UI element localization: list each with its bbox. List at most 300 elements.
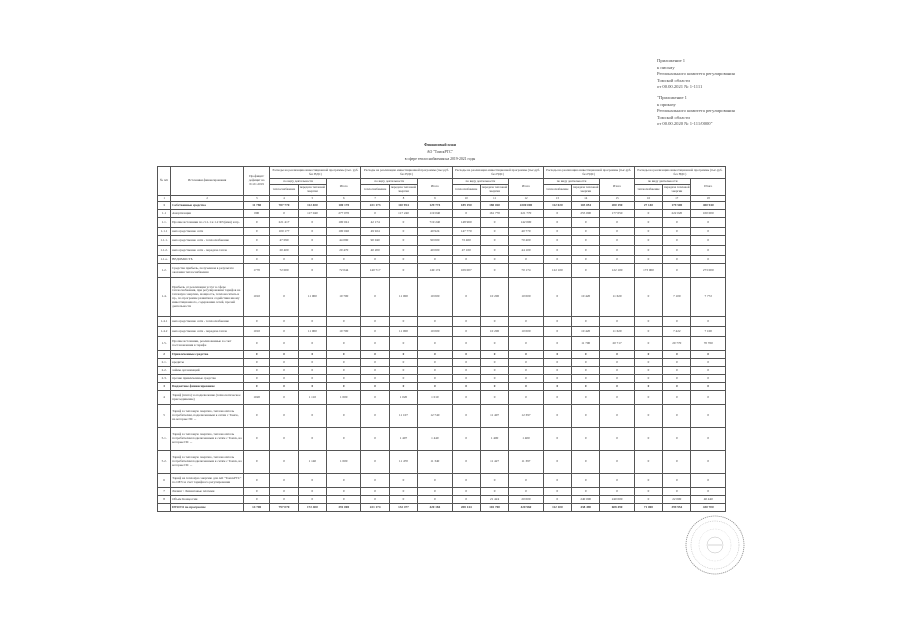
value-cell: 0 — [634, 351, 662, 359]
value-cell: 0 — [452, 375, 480, 383]
value-cell: 0 — [600, 474, 634, 488]
value-cell: 11 000 — [389, 278, 417, 317]
row-source-name: Тариф за тепловую энергию, теплоноситель потребителям подключенным к сетям с Томск, на которые ПС ... — [171, 451, 244, 474]
value-cell: 142 000 — [509, 218, 543, 228]
value-cell: 0 — [600, 359, 634, 367]
value-cell: 0 — [634, 210, 662, 218]
value-cell: 0 — [691, 391, 726, 405]
value-cell: 0 — [543, 367, 571, 375]
value-cell: 420 960 — [509, 504, 543, 512]
total-header: Итого — [509, 179, 543, 196]
row-number: 6 — [158, 474, 171, 488]
column-number: 4 — [270, 196, 298, 202]
annex-line: Приложение 1 — [657, 58, 686, 63]
value-cell: 0 — [327, 405, 361, 428]
value-cell: 719 240 — [418, 218, 452, 228]
value-cell: 0 — [361, 375, 389, 383]
value-cell: 90 000 — [418, 236, 452, 246]
value-cell: 391 000 — [327, 504, 361, 512]
value-cell: 0 — [270, 256, 298, 264]
row-source-name: ИТОГО по программе — [171, 504, 244, 512]
row-source-name: Тариф за тепловую энергию, теплоноситель потребителям, подключенным к сетям с Томск, на которые ПС ... — [171, 405, 244, 428]
value-cell: 0 — [480, 383, 508, 391]
table-row — [158, 202, 726, 210]
value-cell: 0 — [543, 391, 571, 405]
value-cell: 0 — [600, 218, 634, 228]
annex-line: "Приложение 1 — [657, 94, 687, 100]
value-cell: 1 407 — [389, 428, 417, 451]
value-cell: 0 — [270, 428, 298, 451]
value-cell: 0 — [418, 351, 452, 359]
heat-header: теплоснабжение — [361, 185, 389, 196]
value-cell: 0 — [634, 391, 662, 405]
value-cell: 0 — [480, 256, 508, 264]
value-cell: 0 — [509, 337, 543, 351]
row-source-name: Прибыль от реализации услуг в сфере теплоснабжения, при регулировании тарифов на тепловую энергию, мощность, теплоноситель и пр., по программе развития и содействия иному инвестиционного, содержания сетей, прочей деятельности — [171, 278, 244, 317]
value-cell: 0 — [572, 236, 600, 246]
value-cell: 0 — [543, 451, 571, 474]
value-cell: 0 — [509, 474, 543, 488]
value-cell: 0 — [244, 428, 270, 451]
value-cell: 0 — [418, 256, 452, 264]
value-cell: 0 — [634, 375, 662, 383]
value-cell: 0 — [452, 383, 480, 391]
value-cell: 0 — [663, 474, 691, 488]
value-cell: 0 — [480, 351, 508, 359]
value-cell: 0 — [634, 337, 662, 351]
value-cell: 0 — [270, 383, 298, 391]
value-cell: 0 — [452, 359, 480, 367]
value-cell: 0 — [389, 337, 417, 351]
row-source-name: непосредственно сети — [171, 228, 244, 236]
value-cell: 0 — [298, 367, 326, 375]
value-cell: 72 000 — [270, 264, 298, 278]
value-cell: 0 — [600, 428, 634, 451]
row-number: 1.1.a. — [158, 256, 171, 264]
row-number: 2 — [158, 351, 171, 359]
value-cell: 0 — [600, 488, 634, 496]
value-cell: 110 954 — [389, 202, 417, 210]
value-cell: 221 770 — [509, 210, 543, 218]
value-cell: 0 — [418, 317, 452, 327]
value-cell: 0 — [389, 474, 417, 488]
value-cell: 21 424 — [480, 496, 508, 504]
row-number: 1 — [158, 202, 171, 210]
value-cell: 0 — [361, 451, 389, 474]
value-cell: 0 — [244, 451, 270, 474]
value-cell: 0 — [572, 428, 600, 451]
value-cell: 0 — [270, 367, 298, 375]
table-row — [158, 218, 726, 228]
value-cell: 119 040 — [418, 210, 452, 218]
value-cell: 400 940 — [691, 202, 726, 210]
value-cell: 0 — [600, 236, 634, 246]
value-cell: 0 — [691, 359, 726, 367]
value-cell: 0 — [452, 337, 480, 351]
row-source-name: непосредственно сети - передача тепла — [171, 246, 244, 256]
year-group-header: Расходы на реализацию инвестиционной программы (тыс.руб. без НДС) — [361, 167, 452, 179]
row-source-name: Тариф за тепловую энергию, теплоноситель потребителям подключенным к сетям с Томск, на которые ПС ... — [171, 428, 244, 451]
value-cell: 0 — [509, 256, 543, 264]
value-cell: 0 — [509, 351, 543, 359]
transfer-header: передача тепловой энергии — [480, 185, 508, 196]
value-cell: 0 — [418, 383, 452, 391]
table-row — [158, 383, 726, 391]
value-cell: 0 — [270, 327, 298, 337]
value-cell: 0 — [270, 375, 298, 383]
value-cell: 100 170 — [327, 202, 361, 210]
value-cell: 0 — [452, 496, 480, 504]
value-cell: 0 — [572, 264, 600, 278]
value-cell: 0 — [452, 428, 480, 451]
value-cell: 0 — [452, 327, 480, 337]
value-cell: 0 — [600, 246, 634, 256]
row-number: 5 — [158, 405, 171, 428]
value-cell: 0 — [244, 496, 270, 504]
value-cell: 0 — [327, 496, 361, 504]
column-number: 16 — [634, 196, 662, 202]
value-cell: 0 — [663, 367, 691, 375]
value-cell: 0 — [327, 359, 361, 367]
value-cell: 0 — [389, 218, 417, 228]
value-cell: 0 — [691, 383, 726, 391]
value-cell: 0 — [634, 359, 662, 367]
transfer-header: передача тепловой энергии — [663, 185, 691, 196]
value-cell: 0 — [543, 228, 571, 236]
value-cell: 0 — [389, 228, 417, 236]
value-cell: 0 — [244, 228, 270, 236]
value-cell: 0 — [244, 405, 270, 428]
value-cell: 72 400 — [452, 236, 480, 246]
value-cell: 0 — [389, 264, 417, 278]
value-cell: 0 — [509, 317, 543, 327]
value-cell: 0 — [634, 246, 662, 256]
value-cell: 1020 — [244, 391, 270, 405]
table-row — [158, 428, 726, 451]
value-cell: 129 774 — [418, 202, 452, 210]
value-cell: 0 — [389, 496, 417, 504]
value-cell: 0 — [327, 488, 361, 496]
table-row — [158, 359, 726, 367]
value-cell: 0 — [572, 488, 600, 496]
table-row — [158, 488, 726, 496]
value-cell: 0 — [452, 317, 480, 327]
value-cell: 100 177 — [270, 228, 298, 236]
value-cell: 0 — [663, 317, 691, 327]
value-cell: 0 — [244, 359, 270, 367]
table-row — [158, 228, 726, 236]
value-cell: 0 — [543, 278, 571, 317]
value-cell: 122 100 — [600, 264, 634, 278]
row-source-name: кредиты — [171, 359, 244, 367]
value-cell: 0 — [418, 359, 452, 367]
value-cell: 109 007 — [452, 264, 480, 278]
heat-header: теплоснабжение — [452, 185, 480, 196]
value-cell: 0 — [244, 351, 270, 359]
annex-line: Регионального комитета регулирования — [657, 71, 735, 77]
row-number: 1.1 — [158, 210, 171, 218]
value-cell: 7 100 — [663, 278, 691, 317]
value-cell: 0 — [634, 405, 662, 428]
value-cell: 0 — [691, 317, 726, 327]
value-cell: 0 — [298, 246, 326, 256]
value-cell: 180 020 — [480, 202, 508, 210]
value-cell: 0 — [452, 391, 480, 405]
value-cell: 0 — [389, 375, 417, 383]
value-cell: 0 — [327, 351, 361, 359]
value-cell: 112 020 — [543, 202, 571, 210]
value-cell: 161 770 — [480, 210, 508, 218]
value-cell: 0 — [509, 375, 543, 383]
value-cell: 0 — [361, 496, 389, 504]
value-cell: 0 — [600, 375, 634, 383]
value-cell: 103 054 — [572, 202, 600, 210]
value-cell: 0 — [361, 488, 389, 496]
value-cell: 0 — [418, 496, 452, 504]
value-cell: 0 — [480, 264, 508, 278]
activity-header: по виду деятельности — [543, 179, 600, 185]
col-number-header: № п/п — [158, 167, 171, 196]
value-cell: 0 — [691, 218, 726, 228]
table-row — [158, 496, 726, 504]
annex-line: от 00.00.2020 № 1-111/0000" — [657, 121, 713, 127]
value-cell: 0 — [298, 488, 326, 496]
value-cell: 0 — [418, 375, 452, 383]
value-cell: 0 — [600, 383, 634, 391]
value-cell: 12 740 — [418, 405, 452, 428]
value-cell: 0 — [691, 451, 726, 474]
value-cell: 221 174 — [361, 504, 389, 512]
value-cell: 0 — [691, 228, 726, 236]
value-cell: 149 174 — [418, 264, 452, 278]
value-cell: 0 — [244, 367, 270, 375]
value-cell: 0 — [418, 474, 452, 488]
value-cell: 1 400 — [480, 428, 508, 451]
value-cell: 112 400 — [298, 202, 326, 210]
activity-header: по виду деятельности — [634, 179, 691, 185]
value-cell: 0 — [691, 474, 726, 488]
round-seal-icon — [684, 514, 746, 576]
value-cell: 10 700 — [327, 278, 361, 317]
value-cell: 255 000 — [572, 210, 600, 218]
row-number: 1.1. — [158, 218, 171, 228]
value-cell: 0 — [298, 264, 326, 278]
value-cell: 0 — [361, 391, 389, 405]
value-cell: 0 — [361, 278, 389, 317]
value-cell: 0 — [418, 488, 452, 496]
value-cell: 122 100 — [543, 264, 571, 278]
value-cell: 90 040 — [361, 236, 389, 246]
value-cell: 0 — [572, 405, 600, 428]
value-cell: 0 — [600, 405, 634, 428]
value-cell: 49 924 — [361, 228, 389, 236]
value-cell: 0 — [418, 367, 452, 375]
year-group-header: Расходы на реализацию инвестиционной программы (тыс. руб. без НДС) — [270, 167, 361, 179]
value-cell: 0 — [663, 256, 691, 264]
value-cell: 0 — [572, 451, 600, 474]
value-cell: 0 — [327, 367, 361, 375]
value-cell: 0 — [634, 474, 662, 488]
value-cell: 10 000 — [418, 278, 452, 317]
value-cell: 0 — [572, 228, 600, 236]
row-number: 7 — [158, 488, 171, 496]
value-cell: 11 780 — [244, 202, 270, 210]
value-cell: 11 107 — [389, 405, 417, 428]
value-cell: 0 — [327, 375, 361, 383]
value-cell: 0 — [691, 367, 726, 375]
value-cell: 0 — [270, 488, 298, 496]
value-cell: 0 — [572, 383, 600, 391]
row-number: 1.4.2 — [158, 327, 171, 337]
value-cell: 0 — [600, 451, 634, 474]
value-cell: 0 — [572, 317, 600, 327]
value-cell: 0 — [389, 236, 417, 246]
total-header: Итого — [691, 179, 726, 196]
value-cell: 0 — [543, 496, 571, 504]
value-cell: 11 470 — [389, 451, 417, 474]
value-cell: 273 000 — [691, 264, 726, 278]
value-cell: 0 — [298, 474, 326, 488]
value-cell: 11 427 — [480, 451, 508, 474]
value-cell: 0 — [298, 496, 326, 504]
value-cell: 70 400 — [509, 236, 543, 246]
row-number: 8 — [158, 496, 171, 504]
value-cell: 7 100 — [691, 327, 726, 337]
value-cell: 0 — [389, 317, 417, 327]
value-cell: 27 140 — [634, 202, 662, 210]
row-number: 2.3. — [158, 375, 171, 383]
value-cell: 0 — [543, 236, 571, 246]
col-deficit-header: Профицит/дефицит на 01.01.2019 — [244, 167, 270, 196]
annex-line: к приказу — [657, 101, 676, 107]
value-cell: 0 — [298, 236, 326, 246]
total-header: Итого — [600, 179, 634, 196]
value-cell: 0 — [543, 327, 571, 337]
value-cell: 40 440 — [691, 496, 726, 504]
value-cell: 0 — [361, 327, 389, 337]
value-cell: 100 040 — [327, 228, 361, 236]
value-cell: 240 000 — [600, 496, 634, 504]
value-cell: 430 700 — [691, 504, 726, 512]
value-cell: 0 — [663, 218, 691, 228]
value-cell: 179 500 — [663, 202, 691, 210]
value-cell: 0 — [480, 488, 508, 496]
value-cell: 0 — [663, 405, 691, 428]
transfer-header: передача тепловой энергии — [572, 185, 600, 196]
row-source-name: Средства прибыль, полученная в результате оказания теплоснабжения — [171, 264, 244, 278]
row-number: 4 — [158, 391, 171, 405]
value-cell: 44 100 — [509, 246, 543, 256]
value-cell: 0 — [600, 317, 634, 327]
value-cell: 0 — [543, 351, 571, 359]
table-row — [158, 367, 726, 375]
table-row — [158, 504, 726, 512]
value-cell: 0 — [452, 488, 480, 496]
value-cell: 147 770 — [452, 228, 480, 236]
value-cell: 0 — [663, 359, 691, 367]
column-number: 14 — [572, 196, 600, 202]
value-cell: 1 010 — [418, 391, 452, 405]
document-title: Финансовый план — [424, 143, 456, 147]
value-cell: 0 — [361, 383, 389, 391]
value-cell: 14 700 — [244, 504, 270, 512]
value-cell: 0 — [634, 428, 662, 451]
table-row — [158, 256, 726, 264]
value-cell: 0 — [691, 428, 726, 451]
value-cell: 221 173 — [361, 202, 389, 210]
value-cell: 0 — [634, 228, 662, 236]
column-number: 13 — [543, 196, 571, 202]
value-cell: 0 — [509, 383, 543, 391]
row-source-name: займы организаций — [171, 367, 244, 375]
row-number: 1.2. — [158, 264, 171, 278]
value-cell: 0 — [270, 351, 298, 359]
value-cell: 0 — [298, 256, 326, 264]
value-cell: 1010 — [244, 327, 270, 337]
value-cell: 0 — [634, 367, 662, 375]
value-cell: 0 — [244, 383, 270, 391]
value-cell: 000 — [244, 210, 270, 218]
value-cell: 0 — [361, 256, 389, 264]
column-number: 9 — [418, 196, 452, 202]
value-cell: 0 — [634, 488, 662, 496]
value-cell: 102 700 — [480, 504, 508, 512]
financial-plan-table — [157, 166, 726, 512]
value-cell: 0 — [543, 488, 571, 496]
value-cell: 0 — [361, 428, 389, 451]
value-cell: 0 — [389, 383, 417, 391]
value-cell: 0 — [663, 428, 691, 451]
value-cell: 0 — [270, 317, 298, 327]
value-cell: 0 — [691, 256, 726, 264]
row-source-name: Амортизация — [171, 210, 244, 218]
value-cell: 0 — [572, 391, 600, 405]
value-cell: 0 — [572, 474, 600, 488]
value-cell: 11 340 — [418, 451, 452, 474]
value-cell: 0 — [572, 351, 600, 359]
value-cell: 0 — [543, 317, 571, 327]
row-source-name: непосредственно сети - теплоснабжение — [171, 317, 244, 327]
value-cell: 0 — [509, 367, 543, 375]
value-cell: 0 — [572, 375, 600, 383]
value-cell: 100 041 — [327, 218, 361, 228]
value-cell: 0 — [543, 359, 571, 367]
value-cell: 20 770 — [663, 337, 691, 351]
value-cell: 0 — [244, 317, 270, 327]
value-cell: 0 — [418, 337, 452, 351]
total-header: Итого — [418, 179, 452, 196]
value-cell: 0 — [509, 391, 543, 405]
column-number: 2 — [171, 196, 244, 202]
value-cell: 0 — [572, 246, 600, 256]
annex-line: Регионального комитета регулирования — [657, 108, 735, 114]
value-cell: 2200 000 — [509, 202, 543, 210]
row-source-name: ВЕДОМОСТЬ — [171, 256, 244, 264]
value-cell: 0 — [389, 351, 417, 359]
row-source-name: Собственные средства — [171, 202, 244, 210]
value-cell: 10 200 — [480, 327, 508, 337]
row-number: 1.1.1 — [158, 228, 171, 236]
transfer-header: передача тепловой энергии — [298, 185, 326, 196]
row-source-name: прочие привлеченные средства — [171, 375, 244, 383]
value-cell: 0 — [663, 451, 691, 474]
value-cell: 0 — [480, 391, 508, 405]
table-row — [158, 210, 726, 218]
value-cell: 10 200 — [480, 278, 508, 317]
value-cell: 0 — [663, 228, 691, 236]
value-cell: 100 000 — [691, 210, 726, 218]
value-cell: 0 — [543, 210, 571, 218]
